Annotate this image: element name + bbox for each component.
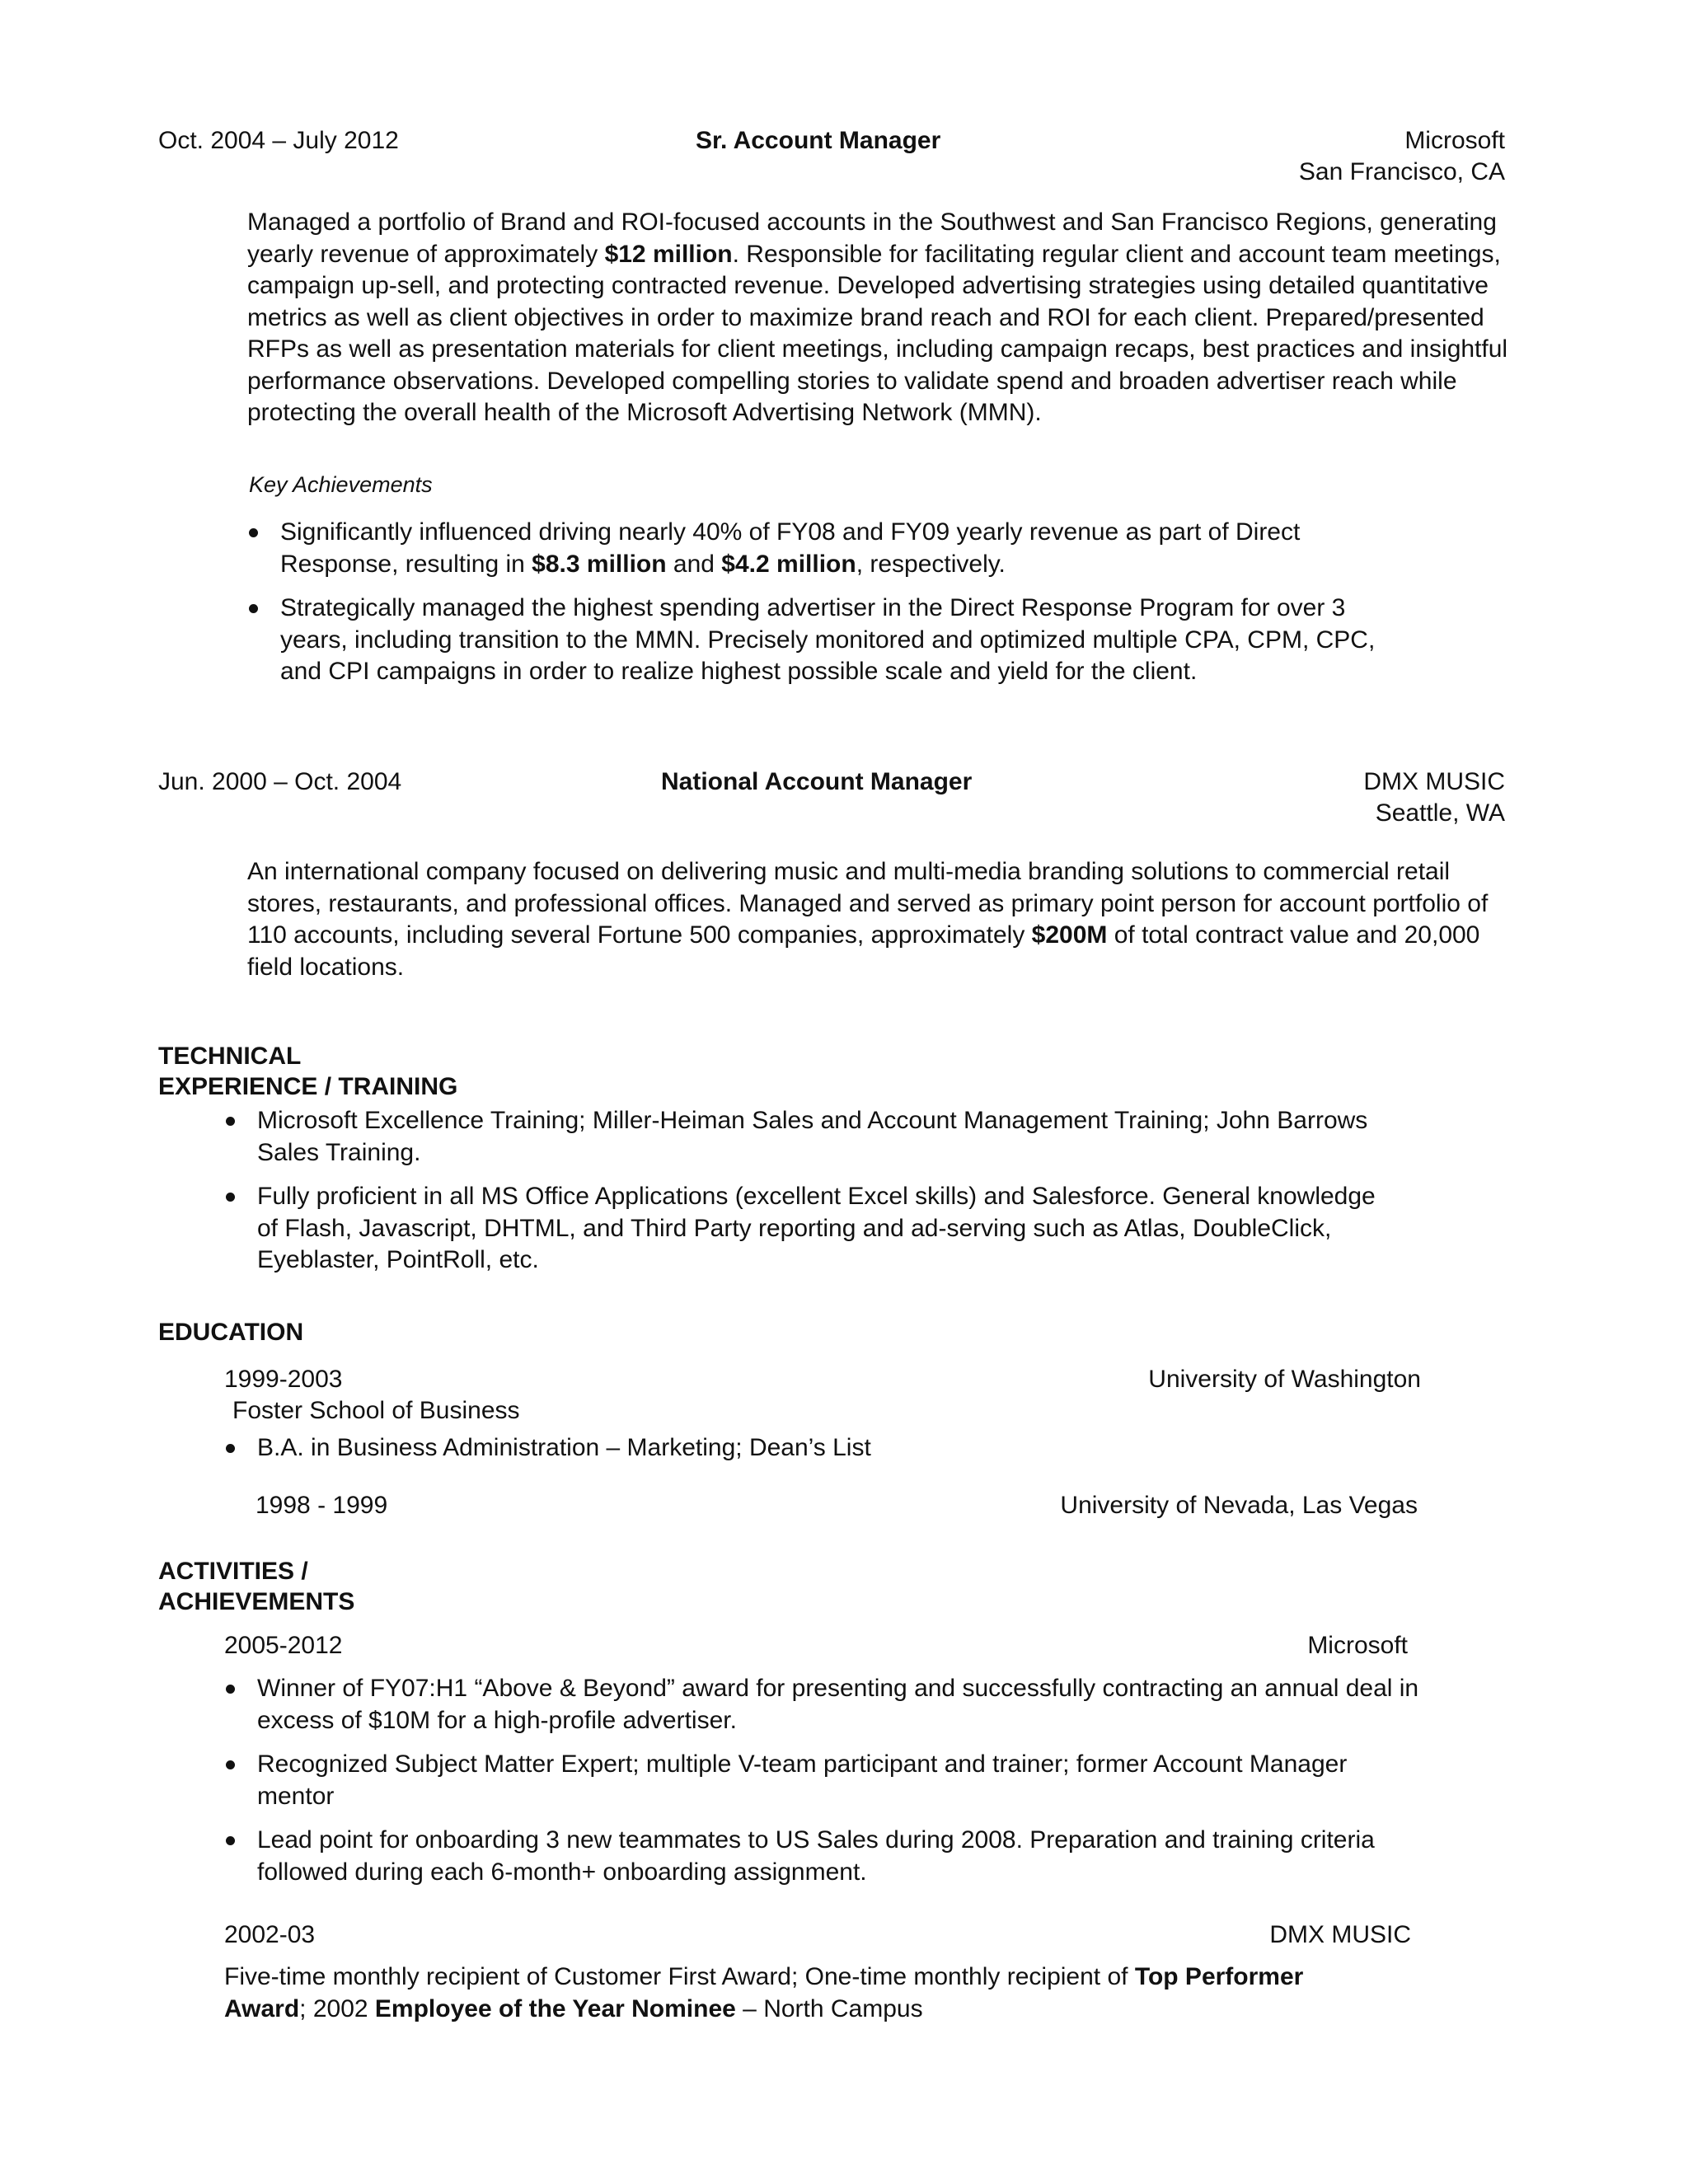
key-achievements-label: Key Achievements [249, 472, 433, 497]
list-item: Winner of FY07:H1 “Above & Beyond” award for presenting and successfully contracting an annual deal in excess of $10M for a high-profile advertiser. [224, 1673, 1428, 1736]
activity-organization: Microsoft [1307, 1632, 1408, 1659]
job-dates: Jun. 2000 – Oct. 2004 [158, 768, 402, 795]
job-company: DMX MUSIC [1363, 768, 1505, 795]
bullet-icon [249, 604, 258, 613]
job-description: An international company focused on delivering music and multi-media branding solutions to commercial retail stores, restaurants, and professional offices. Managed and served as primary point person for account portfolio of 110 accounts, including several Fortune 500 companies, approximately $200M of total contract value and 20,000 field locations. [247, 858, 1489, 981]
activity-years: 2002-03 [224, 1921, 316, 1948]
education-degree-list [224, 1432, 1395, 1477]
job-title: National Account Manager [661, 768, 973, 795]
contract-value: $200M [1031, 921, 1108, 949]
key-achievements-list [247, 517, 1418, 701]
list-item: Recognized Subject Matter Expert; multiple V-team participant and trainer; former Account Manager mentor [224, 1749, 1428, 1812]
education-years: 1998 - 1999 [256, 1492, 388, 1519]
list-item: Microsoft Excellence Training; Miller-Heiman Sales and Account Management Training; John Barrows Sales Training. [224, 1105, 1395, 1169]
bullet-icon [226, 1685, 235, 1694]
section-heading-activities: ACTIVITIES / ACHIEVEMENTS [158, 1558, 355, 1615]
education-subschool: Foster School of Business [232, 1397, 520, 1424]
education-school: University of Nevada, Las Vegas [1060, 1492, 1418, 1519]
bullet-icon [226, 1117, 235, 1126]
section-heading-education: EDUCATION [158, 1319, 304, 1346]
job-company: Microsoft [1404, 127, 1505, 154]
list-item: Fully proficient in all MS Office Applications (excellent Excel skills) and Salesforce. General knowledge of Flash, Javascript, DHTML, and Third Party reporting and ad-serving such as Atlas, DoubleClick, Eyeblaster, PointRoll, etc. [224, 1181, 1395, 1277]
job-title: Sr. Account Manager [696, 127, 941, 154]
education-school: University of Washington [1148, 1366, 1421, 1393]
job-dates: Oct. 2004 – July 2012 [158, 127, 399, 154]
list-item: B.A. in Business Administration – Marketing; Dean’s List [224, 1432, 1395, 1465]
job-location: San Francisco, CA [1298, 158, 1505, 185]
technical-list [224, 1105, 1395, 1289]
education-years: 1999-2003 [224, 1366, 343, 1393]
job-location: Seattle, WA [1375, 799, 1505, 827]
list-item: Strategically managed the highest spending advertiser in the Direct Response Program for over 3 years, including transition to the MMN. Precisely monitored and optimized multiple CPA, CPM, CPC, and CPI campaigns in order to realize highest possible scale and yield for the client. [247, 593, 1418, 688]
activity-years: 2005-2012 [224, 1632, 343, 1659]
activity-description: Five-time monthly recipient of Customer First Award; One-time monthly recipient of Top Performer Award; 2002 Employee of the Year Nominee – North Campus [224, 1963, 1304, 2022]
activities-list [224, 1673, 1428, 1900]
bullet-icon [226, 1760, 235, 1769]
revenue-amount: $12 million [604, 240, 733, 268]
section-heading-technical: TECHNICAL EXPERIENCE / TRAINING [158, 1043, 458, 1100]
bullet-icon [226, 1836, 235, 1845]
bullet-icon [226, 1444, 235, 1453]
activity-organization: DMX MUSIC [1269, 1921, 1411, 1948]
job-description: Managed a portfolio of Brand and ROI-focused accounts in the Southwest and San Francisco Regions, generating yearly revenue of approximately $12 million. Responsible for facilitating regular client and account team meetings, campaign up-sell, and protecting contracted revenue. Developed advertising strategies using detailed quantitative metrics as well as client objectives in order to maximize brand reach and ROI for each client. Prepared/presented RFPs as well as presentation materials for client meetings, including campaign recaps, best practices and insightful performance observations. Developed compelling stories to validate spend and broaden advertiser reach while protecting the overall health of the Microsoft Advertising Network (MMN). [247, 209, 1508, 426]
list-item: Significantly influenced driving nearly 40% of FY08 and FY09 yearly revenue as part of Direct Response, resulting in $8.3 million and $4.2 million, respectively. [247, 517, 1418, 580]
list-item: Lead point for onboarding 3 new teammates to US Sales during 2008. Preparation and training criteria followed during each 6-month+ onboarding assignment. [224, 1825, 1428, 1888]
bullet-icon [249, 528, 258, 537]
bullet-icon [226, 1193, 235, 1202]
